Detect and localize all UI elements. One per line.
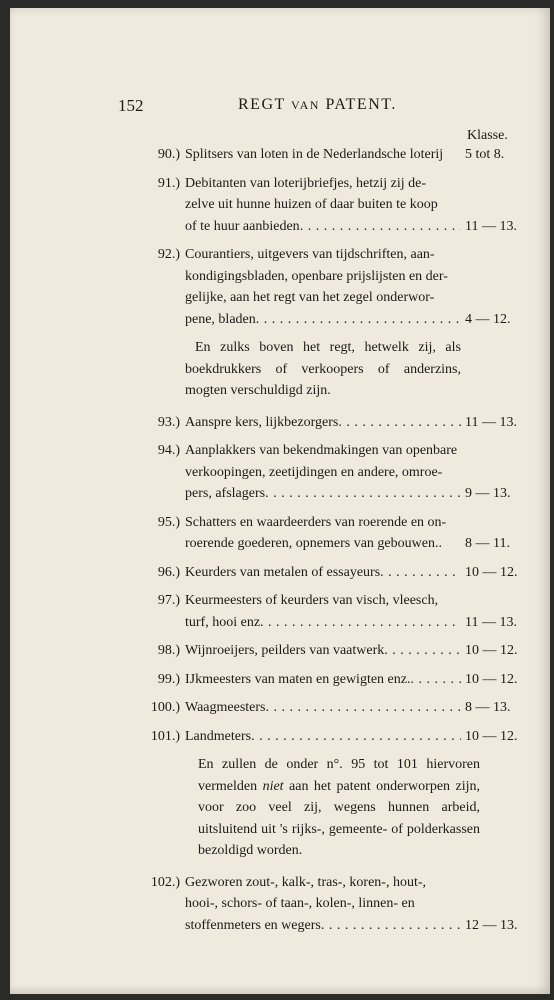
item-number: 90.) (157, 147, 180, 162)
leader-dots (256, 309, 461, 331)
item-text-line: turf, hooi enz (185, 614, 261, 630)
item-number: 93.) (157, 414, 180, 430)
list-item (136, 697, 536, 719)
item-number: 91.) (157, 175, 180, 191)
note-92: En zulks boven het regt, hetwelk zij, als boekdrukkers of verkoopers of anderzins, mogten verschuldigd zijn. (185, 340, 461, 398)
item-number: 99.) (157, 671, 180, 687)
item-text-line: Schatters en waardeerders van roerende en on- (185, 514, 447, 530)
item-text-line: Aanplakkers van bekendmakingen van openbare (185, 443, 458, 458)
item-klasse: 11 — 13. (465, 218, 517, 234)
list-item (136, 726, 536, 748)
leader-dots (251, 726, 461, 748)
item-klasse: 10 — 12. (465, 728, 518, 744)
item-text (185, 440, 461, 505)
item-number: 98.) (157, 643, 180, 658)
item-text-line: of te huur aanbieden (185, 218, 300, 234)
list-item (136, 173, 536, 238)
item-klasse: 8 — 13. (465, 700, 511, 715)
item-text (185, 872, 461, 937)
item-text (185, 244, 461, 330)
item-klasse: 10 — 12. (465, 671, 518, 687)
item-klasse: 12 — 13. (465, 917, 518, 933)
item-number: 92.) (157, 247, 180, 262)
item-text (185, 562, 461, 584)
list-item (136, 512, 536, 555)
item-klasse: 9 — 13. (465, 486, 511, 501)
item-text-line: zelve uit hunne huizen of daar buiten te koop (185, 197, 438, 212)
item-number: 100.) (150, 700, 180, 715)
item-klasse: 10 — 12. (465, 564, 518, 580)
list-item (136, 412, 536, 434)
item-number: 96.) (157, 564, 180, 580)
item-text-line: Debitanten van loterijbriefjes, hetzij zij de- (185, 175, 427, 191)
item-text-line: roerende goederen, opnemers van gebouwen.. (185, 536, 442, 551)
item-text (185, 669, 461, 691)
list-item (136, 440, 536, 505)
leader-dots (338, 412, 461, 434)
item-text (185, 173, 461, 238)
note-101 (186, 754, 480, 862)
item-klasse: 11 — 13. (465, 614, 517, 630)
item-text (185, 726, 461, 748)
item-text (185, 590, 461, 633)
item-text-line: pene, bladen (185, 311, 256, 327)
item-text (185, 697, 461, 719)
item-text-line: Wijnroeijers, peilders van vaatwerk (185, 643, 385, 658)
item-text-line: hooi-, schors- of taan-, kolen-, linnen- en (185, 896, 415, 911)
item-text (185, 144, 461, 166)
item-text (185, 640, 461, 662)
tariff-list (136, 144, 536, 943)
item-text-line: Keurders van metalen of essayeurs (185, 564, 381, 580)
list-item (136, 669, 536, 691)
item-text-line: Splitsers van loten in de Nederlandsche loterij (185, 147, 444, 162)
item-text-line: Landmeters (185, 728, 252, 744)
item-number: 102.) (150, 874, 180, 890)
item-klasse: 10 — 12. (465, 643, 518, 658)
item-text-line: Gezworen zout-, kalk-, tras-, koren-, hout-, (185, 874, 427, 890)
item-text-line: Waagmeesters (185, 700, 266, 715)
item-text-line: pers, afslagers (185, 486, 266, 501)
item-number: 101.) (150, 728, 180, 744)
list-item (136, 590, 536, 633)
item-text-line: verkoopingen, zeetijdingen en andere, omroe- (185, 464, 443, 480)
leader-dots (265, 483, 461, 505)
list-item (136, 244, 536, 330)
book-page (10, 8, 550, 994)
list-item (136, 640, 536, 662)
list-item (136, 872, 536, 937)
item-klasse: 4 — 12. (465, 311, 511, 327)
item-klasse: 11 — 13. (465, 414, 517, 430)
item-klasse: 8 — 11. (465, 536, 510, 551)
item-number: 95.) (157, 514, 180, 530)
leader-dots (321, 915, 461, 937)
running-head (238, 96, 397, 114)
running-head-word-2: VAN (290, 98, 320, 112)
item-number: 97.) (157, 593, 180, 608)
item-text-line: stoffenmeters en wegers (185, 917, 321, 933)
leader-dots (380, 562, 461, 584)
note-101-text-b: aan het patent onderworpen zijn, voor zoo veel zij, wegens hunnen arbeid, uitsluitend uit 's rijks-, gemeente- of polderkassen bezoldigd worden. (198, 778, 480, 858)
running-head-word-1: REGT (238, 96, 286, 113)
note-101-text-a: En zullen de onder n°. 95 tot 101 hiervoren vermelden (198, 757, 480, 794)
list-item (136, 144, 536, 166)
item-text (185, 512, 461, 555)
page-number: 152 (118, 96, 144, 115)
item-text (185, 412, 461, 434)
item-number: 94.) (157, 443, 180, 458)
item-text-line: Aanspre kers, lijkbezorgers (185, 414, 339, 430)
leader-dots (266, 697, 462, 719)
leader-dots (260, 612, 461, 634)
klasse-column-label: Klasse. (467, 128, 508, 143)
item-text-line: Courantiers, uitgevers van tijdschriften, aan- (185, 247, 435, 262)
leader-dots (300, 216, 461, 238)
item-text-line: kondigingsbladen, openbare prijslijsten en der- (185, 268, 448, 284)
leader-dots (410, 669, 461, 691)
list-item (136, 562, 536, 584)
item-text-line: Keurmeesters of keurders van visch, vleesch, (185, 593, 439, 608)
item-text-line: gelijke, aan het regt van het zegel onderwor- (185, 290, 435, 305)
item-klasse: 5 tot 8. (465, 147, 505, 162)
running-head-word-3: PATENT. (325, 96, 397, 113)
note-101-emphasis: niet (262, 778, 284, 794)
item-text-line: IJkmeesters van maten en gewigten enz. (185, 671, 411, 687)
leader-dots (384, 640, 461, 662)
